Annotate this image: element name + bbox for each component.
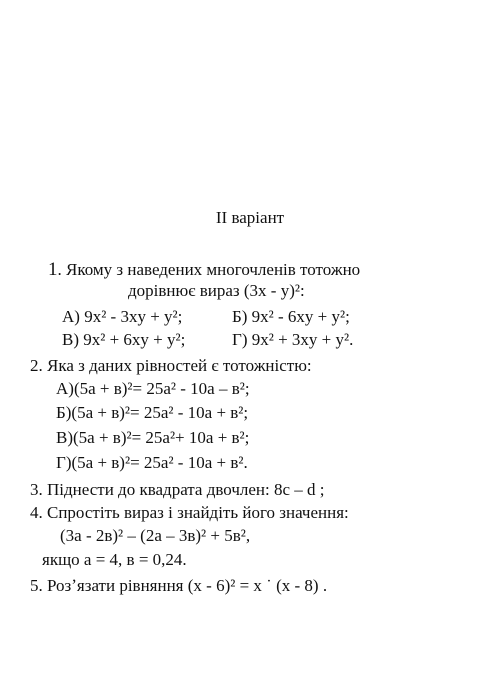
task2-option-g: Г)(5a + в)²= 25a² - 10a + в².: [56, 453, 248, 472]
task4-question: 4. Спростіть вираз і знайдіть його значення:: [30, 503, 349, 522]
task1-option-g: Г) 9x² + 3xy + y².: [232, 330, 354, 349]
task1-line1: . Якому з наведених многочленів тотожно: [57, 260, 361, 279]
task1-question-line2: дорівнює вираз (3x - y)²:: [128, 281, 305, 300]
task2-option-v: В)(5a + в)²= 25a²+ 10a + в²;: [56, 428, 250, 447]
task5-text: 5. Розʼязати рівняння (x - 6)² = x ˙ (x - 8) .: [30, 576, 328, 595]
task3-text: 3. Піднести до квадрата двочлен: 8c – d ;: [30, 480, 325, 499]
task2-option-a: А)(5a + в)²= 25a² - 10a – в²;: [56, 379, 250, 398]
task1-question: [48, 260, 360, 280]
task4-expression: (3a - 2в)² – (2a – 3в)² + 5в²,: [60, 526, 251, 545]
task1-number: 1: [48, 259, 58, 280]
task2-option-b: Б)(5a + в)²= 25a² - 10a + в²;: [56, 403, 249, 422]
task1-option-v: В) 9x² + 6xy + y²;: [62, 330, 186, 349]
task4-condition: якщо a = 4, в = 0,24.: [42, 550, 187, 569]
task2-question: 2. Яка з даних рівностей є тотожністю:: [30, 356, 312, 375]
variant-title: II варіант: [215, 208, 285, 227]
task1-option-a: А) 9x² - 3xy + y²;: [62, 307, 183, 326]
task1-option-b: Б) 9x² - 6xy + y²;: [232, 307, 350, 326]
